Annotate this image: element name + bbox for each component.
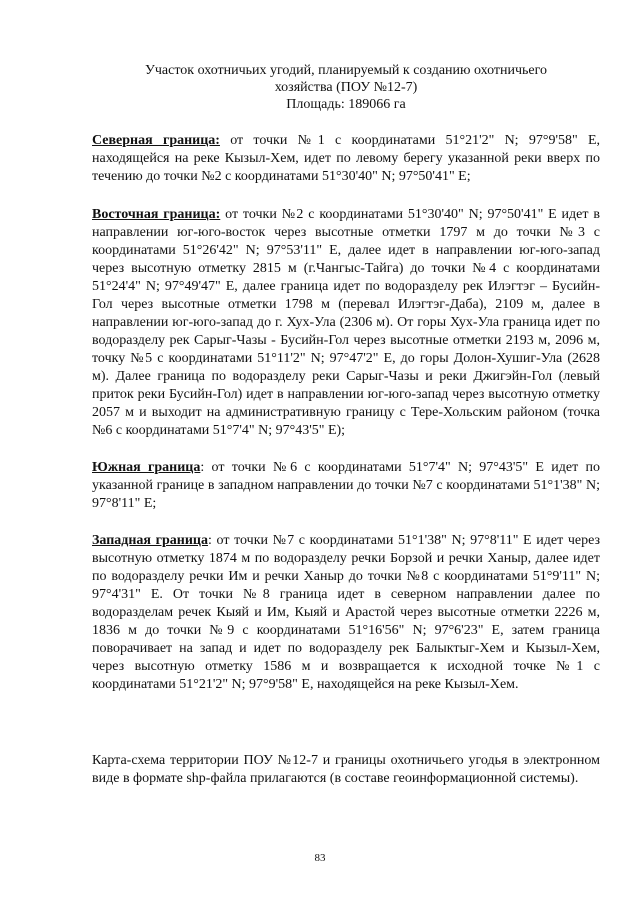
north-boundary-section <box>92 132 600 186</box>
south-boundary-section <box>92 459 600 513</box>
document-title <box>92 62 600 113</box>
west-boundary-section <box>92 532 600 694</box>
north-boundary-heading: Северная граница: <box>92 133 220 148</box>
east-boundary-text: от точки №2 с координатами 51°30'40" N; 97°50'41" Е идет в направлении юг-юго-восток через высотные отметки 1797 м до точки №3 с координатами 51°26'42" N; 97°53'11" Е, далее идет в направлении юг-юго-запад через высотную отметку 2815 м (г.Чангыс-Тайга) до точки №4 с координатами 51°24'4" N; 97°49'47" Е, далее граница идет по водоразделу рек Илэгтэг – Бусийн-Гол через высотные отметки 1798 м (перевал Илэгтэг-Даба), 2109 м, далее в направлении юг-юго-запад до г. Хух-Ула (2306 м). От горы Хух-Ула граница идет по водоразделу рек Сарыг-Чазы - Бусийн-Гол через высотные отметки 2193 м, 2096 м, точку №5 с координатами 51°11'2" N; 97°47'2" Е, до горы Долон-Хушиг-Ула (2628 м). Далее граница по водоразделу реки Сарыг-Чазы и реки Джигэйн-Гол (левый приток реки Бусийн-Гол) идет в направлении юг-юго-запад через высотную отметку 2057 м и выходит на административную границу с Тере-Хольским районом (точка №6 с координатами 51°7'4" N; 97°43'5" Е); <box>92 207 600 438</box>
title-line-2: хозяйства (ПОУ №12-7) <box>274 80 418 95</box>
west-boundary-heading: Западная граница <box>92 533 208 548</box>
north-boundary-text: от точки №1 с координатами 51°21'2" N; 97°9'58" Е, находящейся на реке Кызыл-Хем, идет по левому берегу указанной реки вверх по течению до точки №2 с координатами 51°30'40" N; 97°50'41" Е; <box>92 133 600 184</box>
area-line: Площадь: 189066 га <box>286 97 406 112</box>
east-boundary-section <box>92 206 600 440</box>
page-number: 83 <box>314 852 326 864</box>
title-line-1: Участок охотничьих угодий, планируемый к созданию охотничьего <box>144 63 548 78</box>
document-page <box>92 62 600 802</box>
east-boundary-heading: Восточная граница: <box>92 207 221 222</box>
map-attachment-note: Карта-схема территории ПОУ №12-7 и границы охотничьего угодья в электронном виде в формате shp-файла прилагаются (в составе геоинформационной системы). <box>92 753 600 786</box>
west-boundary-text: : от точки №7 с координатами 51°1'38" N; 97°8'11" Е идет через высотную отметку 1874 м по водоразделу речки Борзой и речки Ханыр, далее идет по водоразделу речки Им и речки Ханыр до точки №8 с координатами 51°9'11" N; 97°4'31" Е. От точки №8 граница идет в северном направлении далее по водоразделам речек Кыяй и Им, Кыяй и Арастой через высотные отметки 2226 м, 1836 м до точки №9 с координатами 51°16'56" N; 97°6'23" Е, затем граница поворачивает на запад и идет по водоразделу рек Балыктыг-Хем и Кызыл-Хем, через высотную отметку 1586 м и возвращается к исходной точке №1 с координатами 51°21'2" N; 97°9'58" Е, находящейся на реке Кызыл-Хем. <box>92 533 600 692</box>
south-boundary-text: : от точки №6 с координатами 51°7'4" N; 97°43'5" Е идет по указанной границе в западном направлении до точки №7 с координатами 51°1'38" N; 97°8'11" Е; <box>92 460 600 511</box>
south-boundary-heading: Южная граница <box>92 460 201 475</box>
